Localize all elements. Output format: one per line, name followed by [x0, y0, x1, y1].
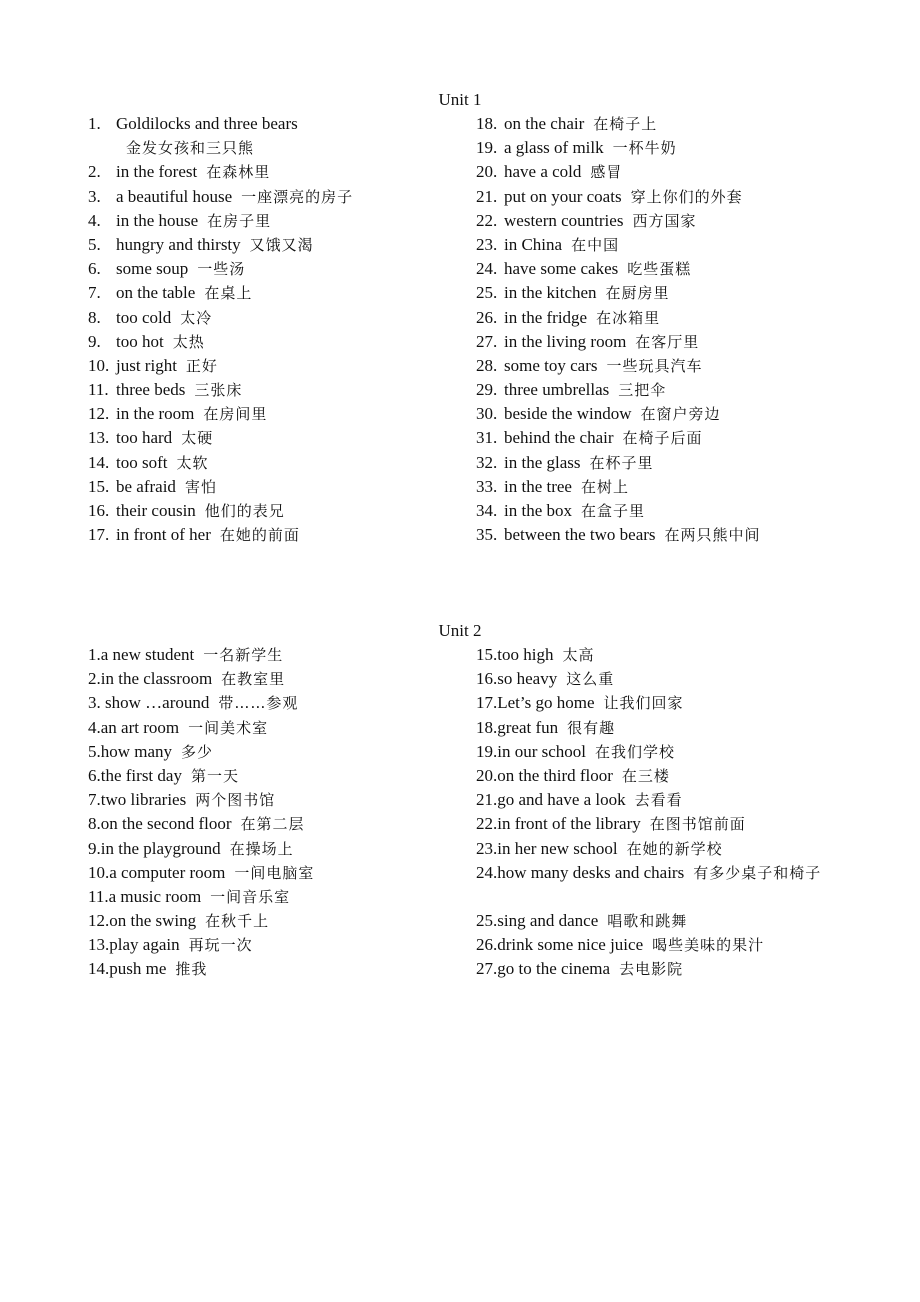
item-number: 14. — [88, 959, 110, 979]
english-phrase: too hard — [116, 428, 173, 448]
vocab-item — [88, 306, 353, 330]
item-number: 15. — [476, 645, 498, 664]
item-number: 25. — [476, 911, 498, 931]
chinese-translation: 一些玩具汽车 — [606, 356, 703, 375]
english-phrase: in the forest — [116, 162, 198, 182]
item-number: 1. — [88, 114, 101, 133]
item-number: 13. — [88, 428, 110, 448]
english-phrase: so heavy — [497, 669, 558, 689]
vocab-item — [476, 330, 761, 354]
chinese-translation: 在杯子里 — [589, 453, 654, 472]
item-number: 24. — [476, 259, 498, 279]
chinese-translation: 在桌上 — [204, 284, 253, 303]
chinese-translation: 又饿又渴 — [249, 235, 314, 254]
english-phrase: too soft — [116, 452, 168, 472]
item-number: 27. — [476, 959, 498, 979]
chinese-translation: 在教室里 — [221, 670, 286, 689]
chinese-translation: 在三楼 — [621, 766, 670, 785]
chinese-translation: 在椅子上 — [593, 115, 658, 133]
english-phrase: a glass of milk — [504, 138, 604, 158]
chinese-translation: 太高 — [562, 646, 595, 664]
chinese-translation: 太软 — [176, 453, 209, 472]
vocab-item — [476, 451, 761, 475]
chinese-translation: 穿上你们的外套 — [630, 187, 743, 206]
vocab-item — [88, 112, 353, 160]
item-number: 21. — [476, 790, 498, 810]
item-number: 26. — [476, 307, 498, 327]
vocab-item — [476, 643, 846, 667]
english-phrase: some toy cars — [504, 355, 598, 375]
english-phrase: just right — [116, 355, 177, 375]
vocab-item — [88, 499, 353, 523]
item-number: 7. — [88, 790, 101, 810]
chinese-translation: 在椅子后面 — [622, 429, 703, 448]
item-number: 12. — [88, 404, 110, 424]
english-phrase: have a cold — [504, 162, 582, 182]
english-phrase: in the playground — [100, 838, 221, 858]
chinese-translation: 一座漂亮的房子 — [241, 187, 354, 206]
vocab-item — [88, 209, 353, 233]
chinese-translation: 在冰箱里 — [596, 308, 661, 327]
chinese-translation: 在操场上 — [229, 839, 294, 858]
english-phrase: in the kitchen — [504, 283, 597, 303]
chinese-translation: 在房子里 — [207, 211, 272, 230]
english-phrase: how many desks and chairs — [497, 862, 685, 882]
item-number: 7. — [88, 283, 101, 303]
chinese-translation: 吃些蛋糕 — [627, 260, 692, 279]
chinese-translation: 第一天 — [190, 766, 239, 785]
chinese-translation: 三张床 — [194, 381, 243, 400]
unit1-right-list — [476, 112, 761, 547]
chinese-translation: 推我 — [175, 960, 208, 979]
english-phrase: a music room — [108, 886, 202, 906]
item-number: 5. — [88, 234, 101, 254]
english-phrase: in the tree — [504, 476, 572, 496]
item-number: 6. — [88, 259, 101, 279]
vocab-item — [476, 233, 761, 257]
unit2-title: Unit 2 — [438, 621, 482, 640]
english-phrase: in the box — [504, 501, 572, 520]
chinese-translation: 西方国家 — [632, 211, 697, 230]
english-phrase: on the chair — [504, 114, 585, 133]
vocab-item — [476, 861, 846, 909]
vocab-item — [88, 451, 353, 475]
english-phrase: great fun — [497, 717, 559, 737]
item-number: 14. — [88, 452, 110, 472]
chinese-translation: 在森林里 — [206, 163, 271, 182]
english-phrase: a new student — [100, 645, 195, 664]
vocab-item — [476, 112, 761, 136]
english-phrase: go and have a look — [497, 790, 626, 810]
english-phrase: an art room — [100, 717, 180, 737]
chinese-translation: 害怕 — [184, 477, 217, 496]
item-number: 19. — [476, 138, 498, 158]
vocab-item — [476, 764, 846, 788]
vocab-item — [476, 281, 761, 305]
item-number: 16. — [476, 669, 498, 689]
chinese-translation: 太热 — [172, 332, 205, 351]
item-number: 35. — [476, 525, 498, 545]
vocab-item — [476, 257, 761, 281]
vocab-item — [88, 643, 314, 667]
chinese-translation: 在秋千上 — [205, 912, 270, 931]
english-phrase: in China — [504, 234, 563, 254]
item-number: 17. — [88, 525, 110, 545]
vocab-item — [476, 306, 761, 330]
item-number: 31. — [476, 428, 498, 448]
chinese-translation: 在图书馆前面 — [649, 815, 746, 834]
vocab-item — [88, 812, 314, 836]
chinese-translation: 一间音乐室 — [210, 887, 291, 906]
vocab-item — [88, 402, 353, 426]
item-number: 8. — [88, 814, 101, 834]
chinese-translation: 在盒子里 — [581, 502, 646, 520]
vocab-item — [476, 378, 761, 402]
chinese-translation: 金发女孩和三只熊 — [126, 139, 255, 158]
item-number: 22. — [476, 814, 498, 834]
item-number: 9. — [88, 838, 101, 858]
vocab-item — [476, 160, 761, 184]
vocab-item — [476, 499, 761, 523]
vocab-item — [476, 740, 846, 764]
item-number: 20. — [476, 162, 498, 182]
item-number: 11. — [88, 380, 109, 400]
vocab-item — [476, 475, 761, 499]
item-number: 34. — [476, 501, 498, 520]
vocab-item — [88, 354, 353, 378]
item-number: 28. — [476, 355, 498, 375]
vocab-item — [476, 788, 846, 812]
item-number: 24. — [476, 862, 498, 882]
vocab-item — [476, 812, 846, 836]
vocab-item — [88, 909, 314, 933]
english-phrase: too high — [497, 645, 554, 664]
vocab-item — [88, 861, 314, 885]
item-number: 23. — [476, 838, 498, 858]
item-number: 26. — [476, 935, 498, 955]
chinese-translation: 三把伞 — [618, 381, 667, 400]
item-number: 4. — [88, 717, 101, 737]
item-number: 13. — [88, 935, 110, 955]
english-phrase: how many — [100, 741, 173, 761]
chinese-translation: 在厨房里 — [605, 284, 670, 303]
english-phrase: on the swing — [109, 911, 197, 931]
chinese-translation: 在我们学校 — [595, 742, 676, 761]
chinese-translation: 唱歌和跳舞 — [607, 912, 688, 931]
item-number: 15. — [88, 476, 110, 496]
english-phrase: in the room — [116, 404, 195, 424]
item-number: 10. — [88, 862, 110, 882]
english-phrase: behind the chair — [504, 428, 614, 448]
vocab-item — [88, 378, 353, 402]
english-phrase: some soup — [116, 259, 189, 279]
vocab-item — [476, 185, 761, 209]
vocab-item — [88, 788, 314, 812]
vocab-item — [88, 691, 314, 715]
vocab-item — [476, 957, 846, 981]
english-phrase: sing and dance — [497, 911, 599, 931]
vocab-item — [476, 136, 761, 160]
chinese-translation: 感冒 — [590, 163, 623, 182]
chinese-translation: 喝些美味的果汁 — [652, 936, 765, 955]
english-phrase: in front of her — [116, 525, 211, 545]
vocab-item — [476, 909, 846, 933]
english-phrase: in the classroom — [100, 669, 213, 689]
vocab-item — [88, 233, 353, 257]
item-number: 8. — [88, 307, 101, 327]
chinese-translation: 在中国 — [571, 235, 620, 254]
english-phrase: Goldilocks and three bears — [116, 114, 298, 133]
chinese-translation: 一间美术室 — [188, 718, 269, 737]
item-number: 19. — [476, 741, 498, 761]
chinese-translation: 再玩一次 — [188, 936, 253, 955]
item-number: 17. — [476, 693, 498, 713]
english-phrase: on the table — [116, 283, 196, 303]
english-phrase: be afraid — [116, 476, 176, 496]
item-number: 12. — [88, 911, 110, 931]
english-phrase: a computer room — [109, 862, 226, 882]
unit1-title: Unit 1 — [438, 90, 482, 109]
chinese-translation: 多少 — [181, 742, 214, 761]
chinese-translation: 在窗户旁边 — [640, 405, 721, 424]
item-number: 32. — [476, 452, 498, 472]
english-phrase: have some cakes — [504, 259, 619, 279]
item-number: 21. — [476, 186, 498, 206]
item-number: 30. — [476, 404, 498, 424]
english-phrase: put on your coats — [504, 186, 622, 206]
vocab-item — [88, 764, 314, 788]
vocab-item — [88, 716, 314, 740]
vocab-item — [476, 691, 846, 715]
english-phrase: their cousin — [116, 501, 196, 521]
chinese-translation: 很有趣 — [567, 718, 616, 737]
english-phrase: push me — [109, 959, 167, 979]
vocab-item — [88, 330, 353, 354]
item-number: 1. — [88, 645, 101, 664]
chinese-translation: 正好 — [185, 356, 218, 375]
chinese-translation: 一杯牛奶 — [612, 139, 677, 158]
item-number: 3. — [88, 693, 101, 713]
item-number: 11. — [88, 886, 109, 906]
item-number: 25. — [476, 283, 498, 303]
english-phrase: go to the cinema — [497, 959, 611, 979]
item-number: 9. — [88, 331, 101, 351]
english-phrase: hungry and thirsty — [116, 234, 241, 254]
vocab-item — [88, 740, 314, 764]
vocab-item — [88, 160, 353, 184]
chinese-translation: 在第二层 — [240, 815, 305, 834]
item-number: 20. — [476, 765, 498, 785]
chinese-translation: 在她的新学校 — [626, 839, 723, 858]
vocab-item — [476, 354, 761, 378]
vocab-item — [476, 716, 846, 740]
vocab-item — [476, 209, 761, 233]
chinese-translation: 在树上 — [580, 477, 629, 496]
chinese-translation: 他们的表兄 — [204, 502, 285, 521]
vocab-item — [88, 185, 353, 209]
english-phrase: in the house — [116, 210, 199, 230]
chinese-translation: 这么重 — [566, 670, 615, 689]
vocab-item — [476, 523, 761, 547]
english-phrase: Let’s go home — [497, 693, 595, 713]
chinese-translation: 让我们回家 — [603, 694, 684, 713]
chinese-translation: 在两只熊中间 — [664, 526, 761, 545]
english-phrase: three beds — [116, 380, 186, 400]
vocab-item — [476, 667, 846, 691]
vocab-item — [476, 933, 846, 957]
vocab-item — [88, 523, 353, 547]
vocab-item — [88, 281, 353, 305]
unit2-right-list — [476, 643, 846, 982]
english-phrase: on the third floor — [497, 765, 613, 785]
chinese-translation: 在客厅里 — [635, 332, 700, 351]
vocab-item — [88, 837, 314, 861]
item-number: 2. — [88, 669, 101, 689]
chinese-translation: 两个图书馆 — [195, 791, 276, 810]
english-phrase: western countries — [504, 210, 624, 230]
english-phrase: between the two bears — [504, 525, 656, 545]
chinese-translation: 带……参观 — [218, 694, 299, 713]
english-phrase: too cold — [116, 307, 172, 327]
item-number: 4. — [88, 210, 101, 230]
item-number: 18. — [476, 114, 498, 133]
chinese-translation: 有多少桌子和椅子 — [693, 863, 822, 882]
item-number: 27. — [476, 331, 498, 351]
item-number: 18. — [476, 717, 498, 737]
chinese-translation: 太冷 — [180, 308, 213, 327]
item-number: 33. — [476, 476, 498, 496]
english-phrase: on the second floor — [100, 814, 232, 834]
vocab-item — [476, 426, 761, 450]
chinese-translation: 太硬 — [181, 429, 214, 448]
vocab-item — [88, 475, 353, 499]
english-phrase: in our school — [497, 741, 587, 761]
english-phrase: in the living room — [504, 331, 627, 351]
english-phrase: a beautiful house — [116, 186, 233, 206]
item-number: 2. — [88, 162, 101, 182]
english-phrase: show …around — [100, 693, 210, 713]
item-number: 23. — [476, 234, 498, 254]
vocab-item — [88, 257, 353, 281]
english-phrase: in the fridge — [504, 307, 588, 327]
unit1-left-list — [88, 112, 353, 547]
english-phrase: too hot — [116, 331, 164, 351]
english-phrase: in her new school — [497, 838, 618, 858]
unit2-left-list — [88, 643, 314, 982]
english-phrase: beside the window — [504, 404, 632, 424]
english-phrase: drink some nice juice — [497, 935, 644, 955]
english-phrase: the first day — [100, 765, 182, 785]
chinese-translation: 在她的前面 — [219, 526, 300, 545]
item-number: 29. — [476, 380, 498, 400]
item-number: 3. — [88, 186, 101, 206]
chinese-translation: 去电影院 — [619, 960, 684, 979]
vocab-item — [88, 933, 314, 957]
english-phrase: two libraries — [100, 790, 187, 810]
chinese-translation: 去看看 — [634, 791, 683, 810]
chinese-translation: 一名新学生 — [203, 646, 284, 664]
english-phrase: three umbrellas — [504, 380, 610, 400]
item-number: 22. — [476, 210, 498, 230]
vocab-item — [88, 426, 353, 450]
item-number: 5. — [88, 741, 101, 761]
chinese-translation: 在房间里 — [203, 405, 268, 424]
english-phrase: play again — [109, 935, 180, 955]
vocab-item — [476, 837, 846, 861]
item-number: 6. — [88, 765, 101, 785]
chinese-translation: 一些汤 — [197, 260, 246, 279]
chinese-translation: 一间电脑室 — [234, 863, 315, 882]
english-phrase: in the glass — [504, 452, 581, 472]
english-phrase: in front of the library — [497, 814, 641, 834]
item-number: 10. — [88, 355, 110, 375]
vocab-item — [88, 957, 314, 981]
vocab-item — [88, 885, 314, 909]
vocab-item — [88, 667, 314, 691]
vocab-item — [476, 402, 761, 426]
item-number: 16. — [88, 501, 110, 521]
